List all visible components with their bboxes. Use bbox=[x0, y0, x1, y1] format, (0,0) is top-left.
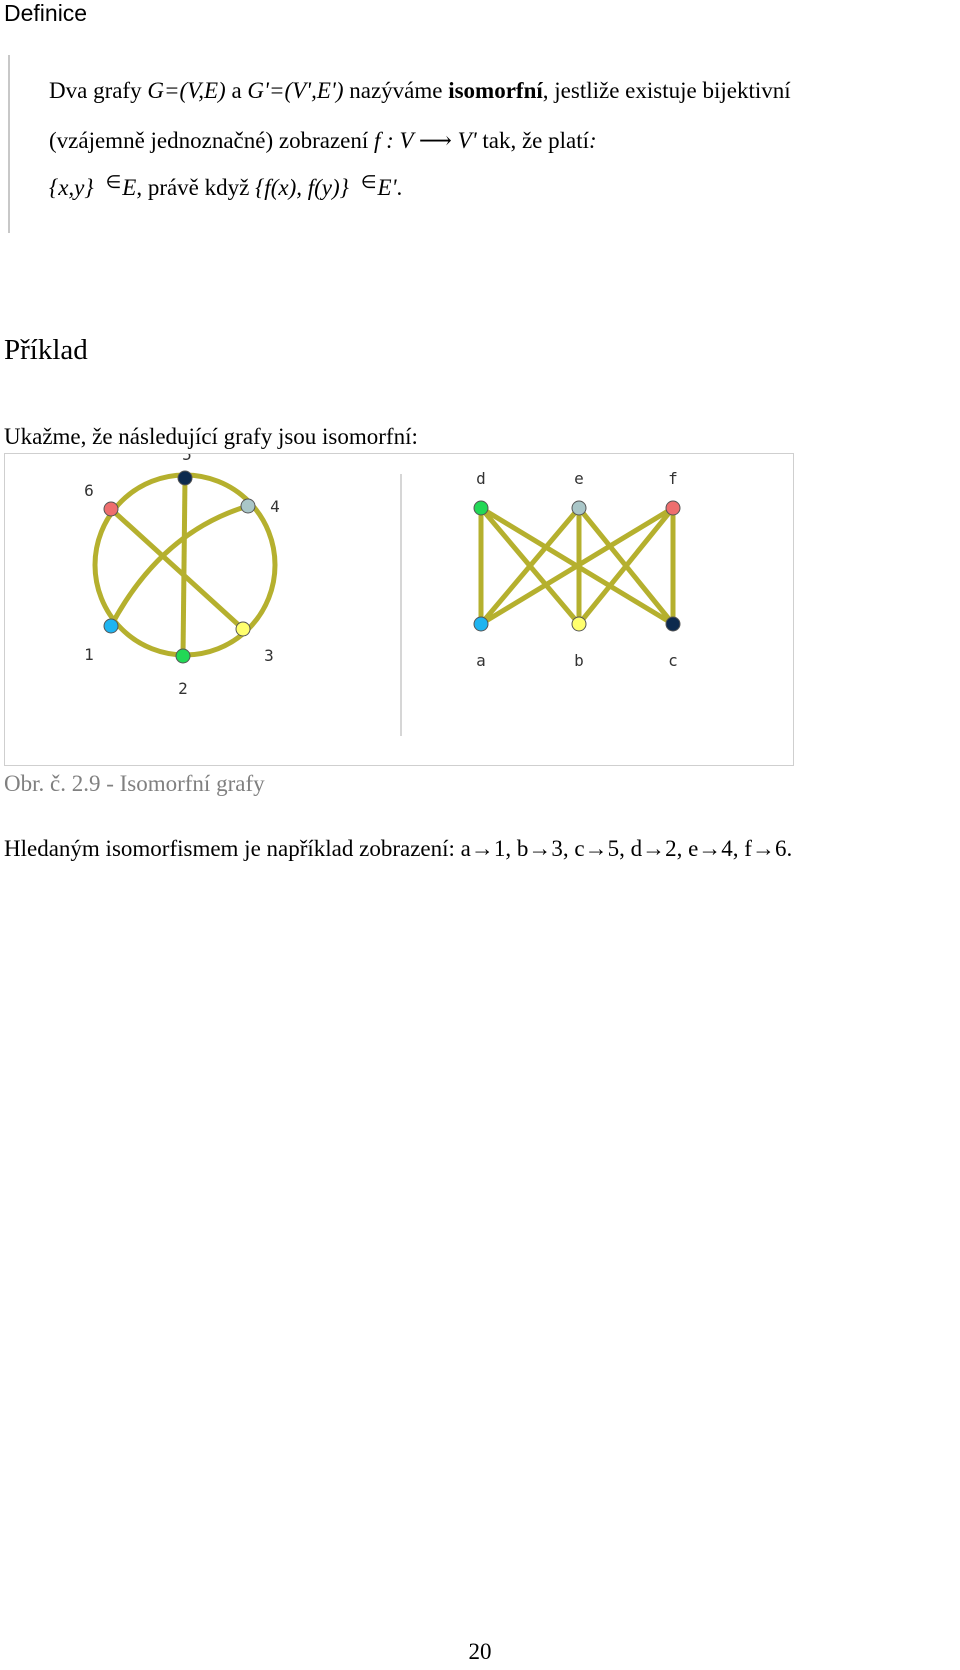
page-number: 20 bbox=[468, 1639, 492, 1664]
vertex-b bbox=[572, 617, 586, 631]
text: . bbox=[396, 175, 403, 200]
vertex-label-3: 3 bbox=[264, 646, 274, 665]
element-of-symbol: ∈ bbox=[360, 172, 377, 193]
vertex-5 bbox=[178, 471, 192, 485]
element-of-symbol: ∈ bbox=[105, 172, 122, 193]
math-graph-g: G=(V,E) bbox=[147, 78, 226, 103]
vertex-label-1: 1 bbox=[84, 645, 94, 664]
vertex-label-f: f bbox=[668, 469, 678, 488]
vertex-label-d: d bbox=[476, 469, 486, 488]
text: , právě když bbox=[136, 175, 256, 200]
vertex-3 bbox=[236, 622, 250, 636]
vertex-2 bbox=[176, 649, 190, 663]
edge-1-4 bbox=[111, 506, 248, 626]
math-edge-fxfy: {f(x), f(y)} bbox=[255, 175, 349, 200]
math-graph-g-prime: G'=(V',E') bbox=[247, 78, 344, 103]
vertex-label-c: c bbox=[668, 651, 678, 670]
vertex-f bbox=[666, 501, 680, 515]
definition-line-2 bbox=[49, 127, 597, 155]
isomorphism-result: Hledaným isomorfismem je například zobrazení: a→1, b→3, c→5, d→2, e→4, f→6. bbox=[4, 836, 793, 861]
text: tak, že platí bbox=[476, 128, 590, 153]
example-heading: Příklad bbox=[4, 334, 88, 366]
text: a bbox=[225, 78, 248, 103]
vertex-label-6: 6 bbox=[84, 481, 94, 500]
example-intro: Ukažme, že následující grafy jsou isomorfní: bbox=[4, 424, 418, 449]
vertex-label-b: b bbox=[574, 651, 584, 670]
definition-heading: Definice bbox=[4, 0, 88, 26]
graph-2 bbox=[474, 469, 680, 670]
text: nazýváme bbox=[343, 78, 449, 103]
vertex-label-e: e bbox=[574, 469, 584, 488]
graph-figure bbox=[4, 453, 794, 766]
text: Dva grafy bbox=[49, 78, 148, 103]
math-e-prime: E' bbox=[377, 175, 397, 200]
graph-1 bbox=[84, 454, 280, 698]
text: (vzájemně jednoznačné) zobrazení bbox=[49, 128, 374, 153]
vertex-1 bbox=[104, 619, 118, 633]
definition-line-3 bbox=[49, 174, 402, 204]
vertex-d bbox=[474, 501, 488, 515]
graphs-svg bbox=[5, 454, 793, 765]
math-edge-xy: {x,y} bbox=[49, 175, 94, 200]
vertex-label-4: 4 bbox=[270, 497, 280, 516]
vertex-label-a: a bbox=[476, 651, 486, 670]
vertex-label-5: 5 bbox=[182, 454, 192, 464]
edge-2-5 bbox=[183, 478, 185, 656]
term-isomorphic: isomorfní bbox=[448, 78, 543, 103]
math-colon: : bbox=[589, 128, 597, 153]
edge-3-6 bbox=[111, 509, 243, 629]
figure-caption: Obr. č. 2.9 - Isomorfní grafy bbox=[4, 771, 265, 796]
definition-quote-bar bbox=[8, 55, 10, 233]
vertex-a bbox=[474, 617, 488, 631]
vertex-6 bbox=[104, 502, 118, 516]
definition-line-1 bbox=[49, 77, 791, 105]
vertex-c bbox=[666, 617, 680, 631]
vertex-4 bbox=[241, 499, 255, 513]
math-mapping: f : V ⟶ V' bbox=[374, 128, 477, 153]
vertex-e bbox=[572, 501, 586, 515]
text: , jestliže existuje bijektivní bbox=[542, 78, 791, 103]
math-e: E bbox=[122, 175, 137, 200]
vertex-label-2: 2 bbox=[178, 679, 188, 698]
